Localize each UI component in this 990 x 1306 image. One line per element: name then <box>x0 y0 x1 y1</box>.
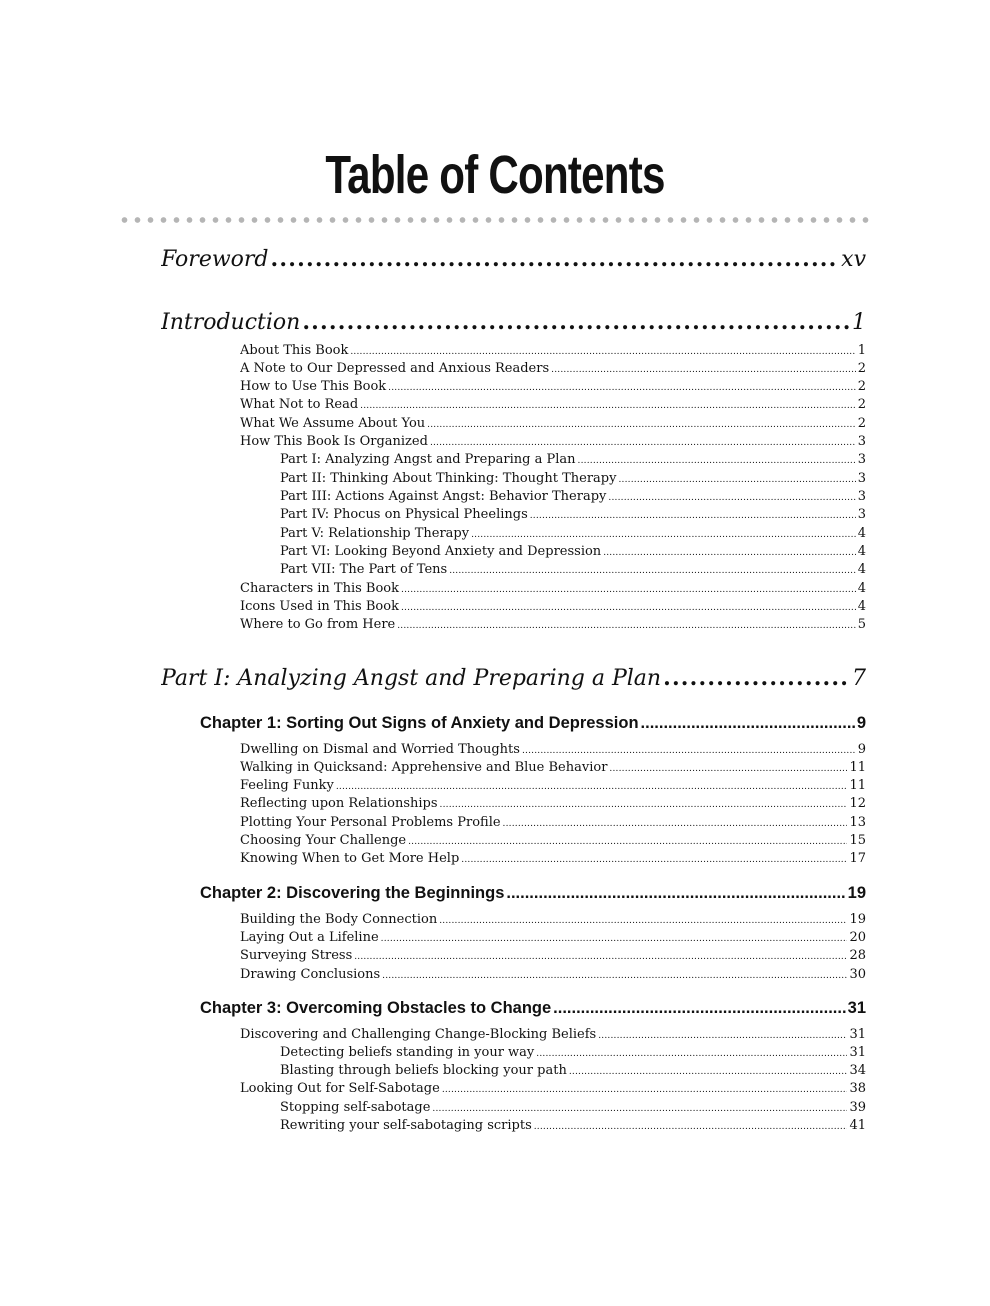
toc-chapter[interactable] <box>200 996 866 1020</box>
toc-entry[interactable] <box>240 378 866 396</box>
toc-label: A Note to Our Depressed and Anxious Readers <box>240 361 550 376</box>
dot-leader <box>397 617 855 634</box>
dot-leader <box>388 379 856 396</box>
toc-subentry[interactable] <box>280 1044 866 1062</box>
toc-page-number: 31 <box>847 999 866 1017</box>
toc-page-number: 3 <box>857 452 866 467</box>
toc-label: Icons Used in This Book <box>240 599 399 614</box>
toc-entry[interactable] <box>240 1080 866 1098</box>
dot-leader <box>360 397 856 414</box>
toc-label: Detecting beliefs standing in your way <box>280 1045 535 1060</box>
dot-leader <box>553 996 845 1020</box>
toc-label: Part II: Thinking About Thinking: Thought Therapy <box>280 471 617 486</box>
toc-page-number: 2 <box>857 397 866 412</box>
toc-label: Walking in Quicksand: Apprehensive and Blue Behavior <box>240 760 608 775</box>
dot-leader <box>461 851 847 868</box>
dot-leader <box>350 343 855 360</box>
toc-label: Part VII: The Part of Tens <box>280 562 448 577</box>
toc-introduction[interactable] <box>161 306 866 338</box>
toc-subentry[interactable] <box>280 470 866 488</box>
dot-leader <box>271 243 840 275</box>
toc-label: Discovering and Challenging Change-Blocking Beliefs <box>240 1027 597 1042</box>
toc-entry[interactable] <box>240 966 866 984</box>
dot-leader <box>522 742 856 759</box>
toc-label: Part III: Actions Against Angst: Behavior Therapy <box>280 489 607 504</box>
toc-label: Foreword <box>161 247 269 272</box>
toc-label: How This Book Is Organized <box>240 434 428 449</box>
toc-label: Part V: Relationship Therapy <box>280 526 470 541</box>
toc-label: Chapter 2: Discovering the Beginnings <box>200 884 505 902</box>
toc-label: Blasting through beliefs blocking your path <box>280 1063 567 1078</box>
toc-label: Chapter 1: Sorting Out Signs of Anxiety and Depression <box>200 714 639 732</box>
toc-page-number: 30 <box>849 967 866 982</box>
toc-page-number: 38 <box>849 1081 866 1096</box>
dot-leader <box>336 778 848 795</box>
dot-leader <box>440 796 848 813</box>
toc-page-number: 1 <box>852 310 866 335</box>
toc-page-number: 4 <box>857 599 866 614</box>
toc-entry[interactable] <box>240 580 866 598</box>
toc-entry[interactable] <box>240 947 866 965</box>
toc-subentry[interactable] <box>280 451 866 469</box>
toc-label: Surveying Stress <box>240 948 353 963</box>
toc-label: About This Book <box>240 343 349 358</box>
toc-entry[interactable] <box>240 741 866 759</box>
toc-entry[interactable] <box>240 616 866 634</box>
dot-leader <box>442 1081 848 1098</box>
toc-label: Part I: Analyzing Angst and Preparing a Plan <box>161 666 662 691</box>
toc-label: Where to Go from Here <box>240 617 396 632</box>
dot-leader <box>439 912 847 929</box>
toc-label: Drawing Conclusions <box>240 967 381 982</box>
toc-subentry[interactable] <box>280 1099 866 1117</box>
toc-page-number: 4 <box>857 526 866 541</box>
dotted-divider <box>118 216 872 224</box>
dot-leader <box>503 815 848 832</box>
toc-subentry[interactable] <box>280 561 866 579</box>
dot-leader <box>449 562 856 579</box>
dot-leader <box>471 526 856 543</box>
toc-part[interactable] <box>161 662 866 694</box>
toc-label: How to Use This Book <box>240 379 387 394</box>
toc-page-number: 34 <box>849 1063 866 1078</box>
dot-leader <box>354 948 847 965</box>
toc-label: Chapter 3: Overcoming Obstacles to Change <box>200 999 552 1017</box>
toc-foreword[interactable] <box>161 243 866 275</box>
toc-subentry[interactable] <box>280 525 866 543</box>
toc-entry[interactable] <box>240 795 866 813</box>
toc-subentry[interactable] <box>280 1117 866 1135</box>
toc-page-number: 19 <box>849 912 866 927</box>
toc-page-number: 2 <box>857 361 866 376</box>
dot-leader <box>382 967 847 984</box>
toc-subentry[interactable] <box>280 488 866 506</box>
toc-label: Dwelling on Dismal and Worried Thoughts <box>240 742 520 757</box>
toc-label: Laying Out a Lifeline <box>240 930 379 945</box>
toc-entry[interactable] <box>240 433 866 451</box>
toc-page-number: 15 <box>849 833 866 848</box>
toc-page-number: xv <box>841 247 866 272</box>
dot-leader <box>430 434 856 451</box>
toc-label: What We Assume About You <box>240 416 426 431</box>
toc-label: Building the Body Connection <box>240 912 438 927</box>
toc-label: Part VI: Looking Beyond Anxiety and Depression <box>280 544 602 559</box>
toc-entry[interactable] <box>240 911 866 929</box>
dot-leader <box>609 760 847 777</box>
toc-label: Feeling Funky <box>240 778 334 793</box>
toc-entry[interactable] <box>240 396 866 414</box>
dot-leader <box>302 306 850 338</box>
toc-subentry[interactable] <box>280 1062 866 1080</box>
toc-page-number: 9 <box>856 714 866 732</box>
toc-page-number: 4 <box>857 562 866 577</box>
toc-page-number: 28 <box>849 948 866 963</box>
toc-page-number: 41 <box>849 1118 866 1133</box>
dot-leader <box>608 489 855 506</box>
toc-page-number: 7 <box>852 666 866 691</box>
toc-entry[interactable] <box>240 342 866 360</box>
toc-page-number: 13 <box>849 815 866 830</box>
dot-leader <box>432 1100 847 1117</box>
toc-chapter[interactable] <box>200 711 866 735</box>
dot-leader <box>536 1045 847 1062</box>
dot-leader <box>618 471 855 488</box>
dot-leader <box>401 599 856 616</box>
toc-label: Characters in This Book <box>240 581 400 596</box>
toc-page-number: 11 <box>849 760 866 775</box>
toc-page-number: 2 <box>857 379 866 394</box>
toc-label: Plotting Your Personal Problems Profile <box>240 815 501 830</box>
dot-leader <box>641 711 855 735</box>
toc-page-number: 3 <box>857 507 866 522</box>
toc-label: Looking Out for Self-Sabotage <box>240 1081 440 1096</box>
dot-leader <box>408 833 847 850</box>
toc-entry[interactable] <box>240 814 866 832</box>
toc-label: Choosing Your Challenge <box>240 833 407 848</box>
toc-page-number: 2 <box>857 416 866 431</box>
toc-label: Knowing When to Get More Help <box>240 851 460 866</box>
toc-page-number: 1 <box>857 343 866 358</box>
dot-leader <box>578 452 856 469</box>
dot-leader <box>603 544 856 561</box>
toc-page-number: 12 <box>849 796 866 811</box>
dot-leader <box>551 361 856 378</box>
dot-leader <box>506 881 845 905</box>
toc-page-number: 31 <box>849 1045 866 1060</box>
toc-label: Introduction <box>161 310 301 335</box>
toc-chapter[interactable] <box>200 881 866 905</box>
toc-label: Reflecting upon Relationships <box>240 796 438 811</box>
toc-page-number: 17 <box>849 851 866 866</box>
toc-entry[interactable] <box>240 1026 866 1044</box>
toc-label: Rewriting your self-sabotaging scripts <box>280 1118 532 1133</box>
toc-page-number: 4 <box>857 581 866 596</box>
dot-leader <box>530 507 856 524</box>
dot-leader <box>381 930 848 947</box>
toc-label: Stopping self-sabotage <box>280 1100 431 1115</box>
toc-label: Part I: Analyzing Angst and Preparing a Plan <box>280 452 576 467</box>
dot-leader <box>427 416 856 433</box>
toc-page-number: 3 <box>857 489 866 504</box>
toc-entry[interactable] <box>240 360 866 378</box>
toc-page-number: 4 <box>857 544 866 559</box>
toc-subentry[interactable] <box>280 543 866 561</box>
dot-leader <box>663 662 850 694</box>
dot-leader <box>534 1118 848 1135</box>
toc-page-number: 9 <box>857 742 866 757</box>
dot-leader <box>598 1027 847 1044</box>
toc-subentry[interactable] <box>280 506 866 524</box>
toc-entry[interactable] <box>240 759 866 777</box>
toc-page-number: 3 <box>857 434 866 449</box>
toc-page-number: 19 <box>847 884 866 902</box>
toc-page-number: 20 <box>849 930 866 945</box>
toc-entry[interactable] <box>240 850 866 868</box>
dot-leader <box>569 1063 848 1080</box>
toc-entry[interactable] <box>240 598 866 616</box>
toc-label: Part IV: Phocus on Physical Pheelings <box>280 507 528 522</box>
toc-entry[interactable] <box>240 832 866 850</box>
toc-page-number: 11 <box>849 778 866 793</box>
toc-page-number: 31 <box>849 1027 866 1042</box>
toc-page-number: 5 <box>857 617 866 632</box>
dot-leader <box>401 581 856 598</box>
toc-entry[interactable] <box>240 415 866 433</box>
toc-entry[interactable] <box>240 929 866 947</box>
page-title: Table of Contents <box>325 145 665 205</box>
toc-label: What Not to Read <box>240 397 359 412</box>
toc-page-number: 3 <box>857 471 866 486</box>
toc-entry[interactable] <box>240 777 866 795</box>
toc-page-number: 39 <box>849 1100 866 1115</box>
